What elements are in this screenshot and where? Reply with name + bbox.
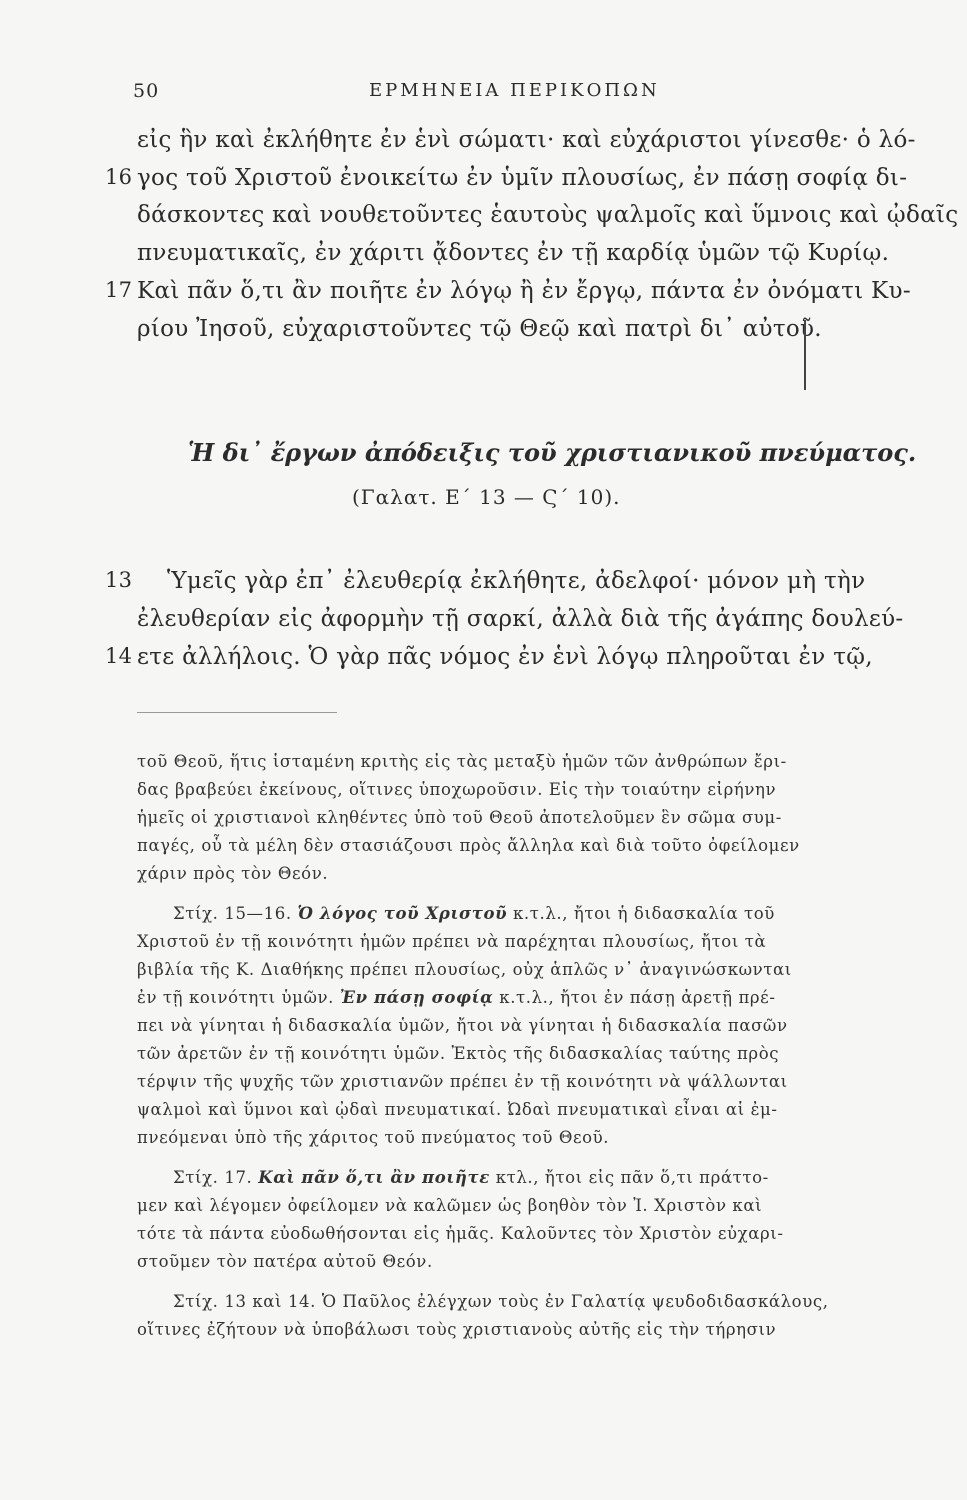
commentary-line: ψαλμοὶ καὶ ὕμνοι καὶ ᾠδαὶ πνευματικαί. Ὠδαὶ πνευματικαὶ εἶναι αἱ ἐμ- bbox=[137, 1100, 778, 1119]
section-title: Ἡ δι᾽ ἔργων ἀπόδειξις τοῦ χριστιανικοῦ πνεύματος. bbox=[188, 438, 917, 467]
text-line bbox=[137, 202, 959, 230]
text-line bbox=[137, 606, 904, 634]
commentary-line: παγές, οὗ τὰ μέλη δὲν στασιάζουσι πρὸς ἄλληλα καὶ διὰ τοῦτο ὀφείλομεν bbox=[137, 836, 800, 855]
lemma: Ὁ λόγος τοῦ Χριστοῦ bbox=[297, 904, 508, 923]
verse-number: 14 bbox=[105, 644, 133, 668]
line-text: ρίου Ἰησοῦ, εὐχαριστοῦντες τῷ Θεῷ καὶ πατρὶ δι᾽ αὐτοῦ. bbox=[137, 316, 822, 342]
commentary-line: χάριν πρὸς τὸν Θεόν. bbox=[137, 864, 329, 883]
page-number: 50 bbox=[133, 80, 160, 102]
commentary-line: Στίχ. 13 καὶ 14. Ὁ Παῦλος ἐλέγχων τοὺς ἐν Γαλατίᾳ ψευδοδιδασκάλους, bbox=[173, 1292, 829, 1311]
commentary-line: οἵτινες ἐζήτουν νὰ ὑποβάλωσι τοὺς χριστιανοὺς αὐτῆς εἰς τὴν τήρησιν bbox=[137, 1320, 777, 1339]
text-line bbox=[137, 127, 916, 155]
commentary-line: στοῦμεν τὸν πατέρα αὐτοῦ Θεόν. bbox=[137, 1252, 433, 1271]
section-reference: (Γαλατ. Ε΄ 13 — Ϛ΄ 10). bbox=[352, 485, 621, 509]
commentary-line: τότε τὰ πάντα εὐοδωθήσονται εἰς ἡμᾶς. Καλοῦντες τὸν Χριστὸν εὐχαρι- bbox=[137, 1224, 784, 1243]
lemma: Ἐν πάσῃ σοφίᾳ bbox=[339, 988, 494, 1007]
verse-number: 17 bbox=[105, 278, 133, 302]
commentary-line: Στίχ. 15—16. Ὁ λόγος τοῦ Χριστοῦ κ.τ.λ., ἤτοι ἡ διδασκαλία τοῦ bbox=[173, 904, 775, 923]
text-line bbox=[137, 316, 857, 344]
page-header bbox=[133, 80, 833, 110]
commentary-line: τέρψιν τῆς ψυχῆς τῶν χριστιανῶν πρέπει ἐν τῇ κοινότητι νὰ ψάλλωνται bbox=[137, 1072, 788, 1091]
verse-number: 13 bbox=[105, 568, 133, 592]
line-text: Καὶ πᾶν ὅ,τι ἂν ποιῆτε ἐν λόγῳ ἢ ἐν ἔργῳ, πάντα ἐν ὀνόματι Κυ- bbox=[137, 278, 911, 304]
line-text: πνευματικαῖς, ἐν χάριτι ᾄδοντες ἐν τῇ καρδίᾳ ὑμῶν τῷ Κυρίῳ. bbox=[137, 240, 890, 266]
commentary-line: βιβλία τῆς Κ. Διαθήκης πρέπει πλουσίως, οὐχ ἁπλῶς ν᾽ ἀναγινώσκωνται bbox=[137, 960, 792, 979]
lemma: Καὶ πᾶν ὅ,τι ἂν ποιῆτε bbox=[258, 1168, 490, 1187]
commentary-line: ἡμεῖς οἱ χριστιανοὶ κληθέντες ὑπὸ τοῦ Θεοῦ ἀποτελοῦμεν ἓν σῶμα συμ- bbox=[137, 808, 782, 827]
line-text: ἐλευθερίαν εἰς ἀφορμὴν τῇ σαρκί, ἀλλὰ διὰ τῆς ἀγάπης δουλεύ- bbox=[137, 606, 904, 632]
text-line bbox=[105, 278, 911, 306]
commentary-line: μεν καὶ λέγομεν ὀφείλομεν νὰ καλῶμεν ὡς βοηθὸν τὸν Ἰ. Χριστὸν καὶ bbox=[137, 1196, 763, 1215]
commentary-line: τῶν ἀρετῶν ἐν τῇ κοινότητι ὑμῶν. Ἐκτὸς τῆς διδασκαλίας ταύτης πρὸς bbox=[137, 1044, 780, 1063]
running-title: ΕΡΜΗΝΕΙΑ ΠΕΡΙΚΟΠΩΝ bbox=[369, 80, 660, 101]
text-line bbox=[137, 240, 890, 268]
margin-mark bbox=[804, 320, 806, 390]
commentary-line: πει νὰ γίνηται ἡ διδασκαλία ὑμῶν, ἤτοι νὰ γίνηται ἡ διδασκαλία πασῶν bbox=[137, 1016, 788, 1035]
text-line bbox=[105, 165, 908, 193]
text-line bbox=[105, 644, 873, 672]
line-text: Ὑμεῖς γὰρ ἐπ᾽ ἐλευθερίᾳ ἐκλήθητε, ἀδελφοί· μόνον μὴ τὴν bbox=[167, 568, 866, 594]
commentary-line: πνεόμεναι ὑπὸ τῆς χάριτος τοῦ πνεύματος τοῦ Θεοῦ. bbox=[137, 1128, 610, 1147]
footnote-separator bbox=[137, 712, 337, 713]
commentary-line: τοῦ Θεοῦ, ἥτις ἱσταμένη κριτὴς εἰς τὰς μεταξὺ ἡμῶν τῶν ἀνθρώπων ἔρι- bbox=[137, 752, 787, 771]
commentary-line: Στίχ. 17. Καὶ πᾶν ὅ,τι ἂν ποιῆτε κτλ., ἤτοι εἰς πᾶν ὅ,τι πράττο- bbox=[173, 1168, 769, 1187]
verse-number: 16 bbox=[105, 165, 133, 189]
line-text: δάσκοντες καὶ νουθετοῦντες ἑαυτοὺς ψαλμοῖς καὶ ὕμνοις καὶ ᾠδαῖς bbox=[137, 202, 959, 228]
line-text: γος τοῦ Χριστοῦ ἐνοικείτω ἐν ὑμῖν πλουσίως, ἐν πάσῃ σοφίᾳ δι- bbox=[137, 165, 908, 191]
line-text: εἰς ἣν καὶ ἐκλήθητε ἐν ἑνὶ σώματι· καὶ εὐχάριστοι γίνεσθε· ὁ λό- bbox=[137, 127, 916, 153]
commentary-line: ἐν τῇ κοινότητι ὑμῶν. Ἐν πάσῃ σοφίᾳ κ.τ.λ., ἤτοι ἐν πάσῃ ἀρετῇ πρέ- bbox=[137, 988, 776, 1007]
text-line bbox=[105, 568, 866, 596]
commentary-line: Χριστοῦ ἐν τῇ κοινότητι ἡμῶν πρέπει νὰ παρέχηται πλουσίως, ἤτοι τὰ bbox=[137, 932, 767, 951]
commentary-line: δας βραβεύει ἐκείνους, οἵτινες ὑποχωροῦσιν. Εἰς τὴν τοιαύτην εἰρήνην bbox=[137, 780, 777, 799]
line-text: ετε ἀλλήλοις. Ὁ γὰρ πᾶς νόμος ἐν ἑνὶ λόγῳ πληροῦται ἐν τῷ, bbox=[137, 644, 873, 670]
